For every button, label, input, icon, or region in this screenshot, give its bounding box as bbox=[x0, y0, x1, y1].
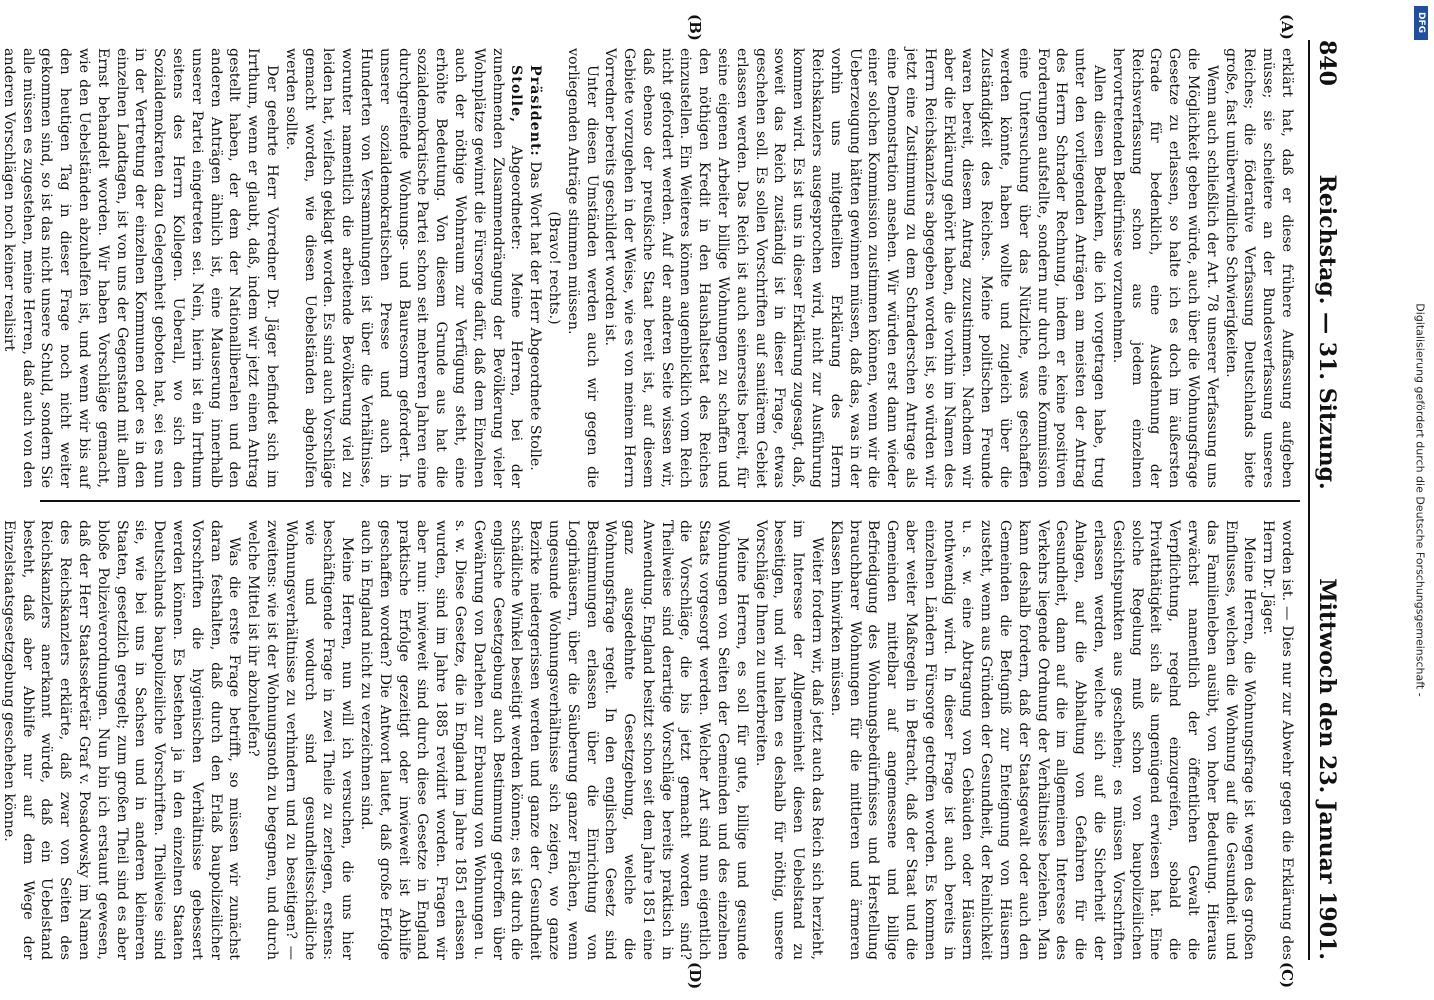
right-column bbox=[0, 520, 1296, 960]
left-column bbox=[0, 48, 1296, 489]
paragraph: Wenn auch schließlich der Art. 78 unserer Verfassung uns die Möglichkeit geben würde, auch über die Wohnungsfrage Gesetze zu erlassen, so halte ich es doch im äußersten Grade für bedenklich, eine Ausdehnung der Reichsverfassung schon aus jedem einzelnen hervortretenden Bedürfnisse vorzunehmen. bbox=[1109, 48, 1220, 488]
paragraph: Weiter fordern wir, daß jetzt auch das Reich sich herzieht, im Interesse der Allgemeinheit diesen Uebelstand zu beseitigen, und wir halten es deshalb für nöthig, unsere Vorschläge Ihnen zu unterbreiten. bbox=[752, 520, 826, 960]
margin-marker-b: (B) bbox=[686, 14, 704, 41]
paragraph: Meine Herren, die Wohnungsfrage ist wegen des großen Einflusses, welchen die Wohnung auf die Gesundheit und das Familienleben ausübt, von hoher Bedeutung. Hieraus erwächst namentlich der öffentlichen Gewalt die Verpflichtung, regelnd einzugreifen, sobald die Privatthätigkeit sich als ungenügend erwiesen hat. Eine solche Regelung muß schon von baupolizeilichen Gesichtspunkten aus geschehen; es müssen Vorschriften erlassen werden, welche sich auf die Sicherheit der Anlagen, auf die Abhaltung von Gefahren für die Gesundheit, dann auf die im allgemeinen Interesse des Verkehrs liegende Ordnung der Verhältnisse beziehen. Man kann deshalb fordern, daß der Staatsgewalt oder auch den Gemeinden die Befugniß zur Enteignung von Häusern zusteht, wenn aus Gründen der Gesundheit, der Reinlichkeit u. s. w. eine Abtragung von Gebäuden oder Häusern nothwendig wird. In dieser Frage ist auch bereits in einzelnen Ländern Fürsorge getroffen worden. Es kommen aber weiter Maßregeln in Betracht, daß der Staat und die Gemeinden mittelbar auf angemessene und billige Befriedigung des Wohnungsbedürfnisses und Herstellung brauchbarer Wohnungen für die mittleren und ärmeren Klassen hinwirken müssen. bbox=[827, 520, 1258, 960]
session-date: Mittwoch den 23. Januar 1901. bbox=[1314, 578, 1340, 960]
speech-text: Abgeordneter: Meine Herren, bei der zunehmenden Zusammendrängung der Bevölkerung vieler Wohnplätze gewinnt die Fürsorge dafür, daß dem Einzelnen auch der nöthige Wohnraum zur Verfügung steht, eine erhöhte Bedeutung. Von diesem Grunde aus hat die sozialdemokratische Partei schon seit mehreren Jahren eine durchgreifende Wohnungs- und Bauresorm gefordert. In unserer sozialdemokratischen Presse und auch in Hunderten von Versammlungen ist über die Verhältnisse, worunter namentlich die arbeitende Bevölkerung viel zu leiden hat, vielfach geklagt worden. Es sind auch Vorschläge gemacht worden, wie diesen Uebelständen abgeholfen werden sollte. bbox=[282, 48, 525, 489]
speaker-name: Stolle, bbox=[508, 65, 525, 124]
paragraph: worden ist. — Dies nur zur Abwehr gegen die Erklärung des Herrn Dr. Jäger. bbox=[1260, 520, 1295, 960]
digitization-credit bbox=[1406, 0, 1434, 1000]
paragraph: Was die erste Frage betrifft, so müssen wir zunächst daran festhalten, daß durch den Erlaß baupolizeilicher Vorschriften die hygienischen Verhältnisse gebessert werden können. Es bestehen ja in den einzelnen Staaten Deutschlands baupolizeiliche Vorschriften. Theilweise sind sie, wie bei uns in Sachsen und in anderen kleineren Staaten, gesetzlich geregelt; zum großen Theil sind es aber bloße Polizeiverordnungen. Nun bin ich erstaunt gewesen, daß der Herr Staatssekretär Graf v. Posadowsky im Namen des Reichskanzlers erklärte, daß zwar von Seiten des Reichskanzlers anerkannt würde, daß ein Uebelstand besteht, daß aber Abhilfe nur auf dem Wege der Einzelstaatsgesetzgebung geschehen könne. bbox=[0, 520, 243, 960]
paragraph: Der geehrte Herr Vorredner Dr. Jäger befindet sich im Irrthum, wenn er glaubt, daß, indem wir jetzt einen Antrag gestellt haben, der dem der Nationalliberalen und den anderen Anträgen ähnlich ist, eine Mauserung innerhalb unserer Partei eingetreten sei. Nein, hierin ist ein Irrthum seitens des Herrn Kollegen. Ueberall, wo sich den Sozialdemokraten dazu Gelegenheit geboten hat, sei es nun in der Vertretung der einzelnen Kommunen oder es in den einzelnen Landtagen, ist von uns der Gegenstand mit allem Ernst behandelt worden. Wir haben Vorschläge gemacht, wie den Uebelständen abzuhelfen ist, und wenn wir bis auf den heutigen Tag in dieser Frage noch nicht weiter gekommen sind, so ist das nicht unsere Schuld, sondern Sie alle müssen es zugestehen, meine Herren, daß auch von den anderen Vorschlägen noch keiner realisirt bbox=[0, 48, 280, 488]
paragraph bbox=[281, 48, 525, 488]
page-number: 840 bbox=[1314, 40, 1340, 86]
applause-note: (Bravo! rechts.) bbox=[545, 211, 562, 325]
margin-marker-c: (C) bbox=[1278, 962, 1296, 989]
speech-text: Das Wort hat der Herr Abgeordnete Stolle. bbox=[527, 161, 544, 471]
column-divider bbox=[40, 500, 1300, 502]
dfg-logo: DFG bbox=[1414, 6, 1428, 40]
paragraph bbox=[525, 48, 544, 488]
session-title: Reichstag. — 31. Sitzung. bbox=[1314, 174, 1340, 490]
paragraph: erklärt hat, daß er diese frühere Auffassung aufgeben müsse; sie scheitere an der Bundesverfassung unseres Reiches; die föderative Verfassung Deutschlands biete große, fast unüberwindliche Schwierigkeiten. bbox=[1222, 48, 1295, 488]
paragraph: Unter diesen Umständen werden auch wir gegen die vorliegenden Anträge stimmen müssen. bbox=[564, 48, 600, 488]
header-rule bbox=[1308, 40, 1310, 960]
margin-marker-d: (D) bbox=[686, 962, 704, 990]
page-header bbox=[1314, 40, 1350, 960]
paragraph: Meine Herren, nun will ich versuchen, die uns hier beschäftigende Frage in zwei Theile zu zerlegen, erstens: wie und wodurch sind gesundheitsschädliche Wohnungsverhältnisse zu verhindern und zu beseitigen? — zweitens: wie ist der Wohnungsnoth zu begegnen, und durch welche Mittel ist ihr abzuhelfen? bbox=[245, 520, 356, 960]
margin-marker-a: (A) bbox=[1278, 14, 1296, 40]
paragraph: Allen diesen Bedenken, die ich vorgetragen habe, trug unter den vorliegenden Anträgen am meisten der Antrag des Herrn Schrader Rechnung, indem er keine positiven Forderungen aufstellte, sondern nur durch eine Kommission eine Untersuchung über das Nützliche, was geschaffen werden könnte, haben wollte und zugleich über die Zuständigkeit des Reiches. Meine politischen Freunde waren bereit, diesem Antrag zuzustimmen. Nachdem wir aber die Erklärung gehört haben, die vorhin im Namen des Herrn Reichskanzlers abgegeben worden ist, so würden wir jetzt eine Zustimmung zu dem Schraderschen Antrage als eine Demonstration ansehen. Wir würden erst dann wieder einer solchen Kommission zustimmen können, wenn wir die Ueberzeugung hätten gewinnen müssen, daß das, was in der vorhin uns mitgetheilten Erklärung des Herrn Reichskanzlers ausgesprochen wird, nicht zur Ausführung kommen wird. Es ist uns in dieser Erklärung zugesagt, daß, soweit das Reich zuständig ist in dieser Frage, etwas geschehen soll. Es sollen Vorschriften auf sanitärem Gebiet erlassen werden. Das Reich ist auch seinerseits bereit, für seine eigenen Arbeiter billige Wohnungen zu schaffen und den nöthigen Kredit in den Haushaltsetat des Reiches einzustellen. Ein Weiteres können augenblicklich vom Reich nicht gefordert werden. Auf der anderen Seite wissen wir, daß ebenso der preußische Staat bereit ist, auf diesem Gebiete vorzugehen in der Weise, wie es von meinem Herrn Vorredner bereits geschildert worden ist. bbox=[602, 48, 1108, 488]
paragraph: Meine Herren, es soll für gute, billige und gesunde Wohnungen von Seiten der Gemeinden und des einzelnen Staats vorgesorgt werden. Welcher Art sind nun eigentlich die Vorschläge, die bis jetzt gemacht worden sind? Theilweise sind derartige Vorschläge bereits praktisch in Anwendung. England besitzt schon seit dem Jahre 1851 eine ganz ausgedehnte Gesetzgebung, welche die Wohnungsfrage regelt. In den englischen Gesetz sind Bestimmungen erlassen über die Einrichtung von Logirhäusern, über die Säuberung ganzer Flächen, wenn ungesunde Wohnungsverhältnisse sich zeigen, wo ganze Bezirke niedergerissen werden und ganze der Gesundheit schädliche Winkel beseitigt werden können; es ist durch die englische Gesetzgebung auch Bestimmung getroffen über Gewährung von Darlehen zur Erbauung von Wohnungen u. s. w. Diese Gesetze, die in England im Jahre 1851 erlassen wurden, sind im Jahre 1885 revidirt worden. Fragen wir aber nun: inwieweit sind durch diese Gesetze in England praktische Erfolge gezeitigt oder inwieweit ist Abhilfe geschaffen worden? Die Antwort lautet, daß große Erfolge auch in England nicht zu verzeichnen sind. bbox=[357, 520, 750, 960]
credit-text: Digitalisierung gefördert durch die Deutsche Forschungsgemeinschaft - bbox=[1413, 303, 1427, 697]
speaker-name: Präsident: bbox=[527, 65, 544, 157]
